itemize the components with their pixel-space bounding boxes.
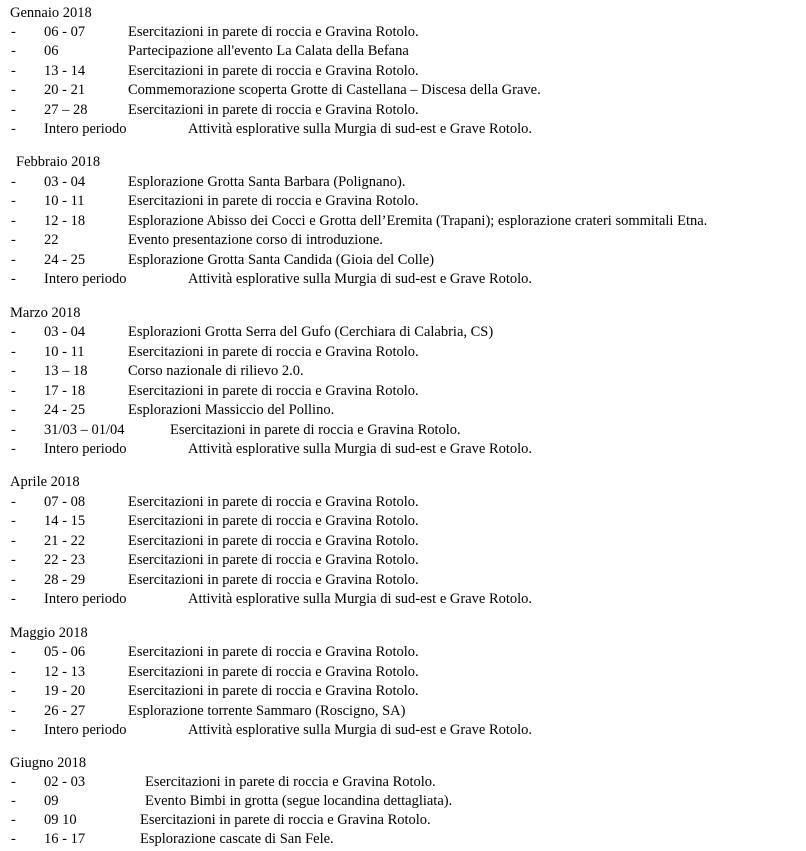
event-date: 13 - 14 [44, 63, 86, 79]
list-item: - Intero periodo Attività esplorative sulla Murgia di sud-est e Grave Rotolo. [11, 121, 533, 137]
event-date: 03 - 04 [44, 324, 86, 340]
event-date: 22 [44, 232, 59, 248]
event-description: Esercitazioni in parete di roccia e Gravina Rotolo. [128, 552, 419, 568]
event-description: Esercitazioni in parete di roccia e Gravina Rotolo. [128, 644, 419, 660]
event-date: 16 - 17 [44, 831, 86, 847]
event-date: 24 - 25 [44, 402, 86, 418]
event-date: Intero periodo [44, 121, 127, 137]
event-description: Esercitazioni in parete di roccia e Gravina Rotolo. [128, 63, 419, 79]
event-description: Esercitazioni in parete di roccia e Gravina Rotolo. [128, 664, 419, 680]
event-date: 05 - 06 [44, 644, 86, 660]
list-item: - 13 – 18 Corso nazionale di rilievo 2.0. [11, 363, 304, 379]
list-item: - 13 - 14 Esercitazioni in parete di roccia e Gravina Rotolo. [11, 63, 419, 79]
event-description: Attività esplorative sulla Murgia di sud-est e Grave Rotolo. [188, 121, 533, 137]
list-item: - 12 - 13 Esercitazioni in parete di roccia e Gravina Rotolo. [11, 664, 419, 680]
event-description: Esplorazioni Grotta Serra del Gufo (Cerchiara di Calabria, CS) [128, 324, 494, 340]
event-date: 21 - 22 [44, 533, 86, 549]
event-description: Partecipazione all'evento La Calata della Befana [128, 43, 409, 59]
event-date: 26 - 27 [44, 703, 86, 719]
event-date: 31/03 – 01/04 [44, 422, 125, 438]
event-description: Esercitazioni in parete di roccia e Gravina Rotolo. [128, 344, 419, 360]
event-date: 09 10 [44, 812, 77, 828]
list-item: - Intero periodo Attività esplorative sulla Murgia di sud-est e Grave Rotolo. [11, 271, 533, 287]
event-date: 13 – 18 [44, 363, 88, 379]
event-date: 02 - 03 [44, 774, 86, 790]
event-date: 10 - 11 [44, 193, 85, 209]
event-description: Esplorazione Grotta Santa Barbara (Polignano). [128, 174, 406, 190]
event-description: Esercitazioni in parete di roccia e Gravina Rotolo. [128, 513, 419, 529]
event-description: Attività esplorative sulla Murgia di sud-est e Grave Rotolo. [188, 441, 533, 457]
list-item: - 12 - 18 Esplorazione Abisso dei Cocci e Grotta dell’Eremita (Trapani); esplorazione crateri sommitali Etna. [11, 213, 708, 229]
event-date: 12 - 13 [44, 664, 86, 680]
month-heading: Aprile 2018 [10, 474, 80, 490]
event-description: Esercitazioni in parete di roccia e Gravina Rotolo. [128, 193, 419, 209]
event-date: 03 - 04 [44, 174, 86, 190]
event-description: Evento Bimbi in grotta (segue locandina dettagliata). [145, 793, 453, 809]
event-description: Esercitazioni in parete di roccia e Gravina Rotolo. [170, 422, 461, 438]
event-date: 22 - 23 [44, 552, 86, 568]
event-description: Esercitazioni in parete di roccia e Gravina Rotolo. [128, 102, 419, 118]
list-item: - 16 - 17 Esplorazione cascate di San Fele. [11, 831, 334, 847]
list-item: - 03 - 04 Esplorazioni Grotta Serra del Gufo (Cerchiara di Calabria, CS) [11, 324, 494, 340]
event-date: 24 - 25 [44, 252, 86, 268]
event-date: Intero periodo [44, 271, 127, 287]
event-description: Esplorazione cascate di San Fele. [140, 831, 334, 847]
list-item: - Intero periodo Attività esplorative sulla Murgia di sud-est e Grave Rotolo. [11, 441, 533, 457]
event-description: Esercitazioni in parete di roccia e Gravina Rotolo. [128, 572, 419, 588]
list-item: - 19 - 20 Esercitazioni in parete di roccia e Gravina Rotolo. [11, 683, 419, 699]
list-item: - 06 - 07 Esercitazioni in parete di roccia e Gravina Rotolo. [11, 24, 419, 40]
list-item: - 06 Partecipazione all'evento La Calata della Befana [11, 43, 409, 59]
event-date: 27 – 28 [44, 102, 88, 118]
event-date: 28 - 29 [44, 572, 86, 588]
event-description: Esercitazioni in parete di roccia e Gravina Rotolo. [145, 774, 436, 790]
event-date: Intero periodo [44, 591, 127, 607]
list-item: - 09 10 Esercitazioni in parete di roccia e Gravina Rotolo. [11, 812, 431, 828]
list-item: - 03 - 04 Esplorazione Grotta Santa Barbara (Polignano). [11, 174, 406, 190]
event-description: Esercitazioni in parete di roccia e Gravina Rotolo. [128, 383, 419, 399]
list-item: - 20 - 21 Commemorazione scoperta Grotte di Castellana – Discesa della Grave. [11, 82, 541, 98]
list-item: - 09 Evento Bimbi in grotta (segue locandina dettagliata). [11, 793, 453, 809]
list-item: - 10 - 11 Esercitazioni in parete di roccia e Gravina Rotolo. [11, 193, 419, 209]
event-date: 12 - 18 [44, 213, 86, 229]
event-description: Evento presentazione corso di introduzione. [128, 232, 383, 248]
list-item: - 05 - 06 Esercitazioni in parete di roccia e Gravina Rotolo. [11, 644, 419, 660]
list-item: - Intero periodo Attività esplorative sulla Murgia di sud-est e Grave Rotolo. [11, 722, 533, 738]
list-item: - 17 - 18 Esercitazioni in parete di roccia e Gravina Rotolo. [11, 383, 419, 399]
list-item: - 14 - 15 Esercitazioni in parete di roccia e Gravina Rotolo. [11, 513, 419, 529]
event-date: 14 - 15 [44, 513, 86, 529]
list-item: - Intero periodo Attività esplorative sulla Murgia di sud-est e Grave Rotolo. [11, 591, 533, 607]
list-item: - 07 - 08 Esercitazioni in parete di roccia e Gravina Rotolo. [11, 494, 419, 510]
event-description: Esercitazioni in parete di roccia e Gravina Rotolo. [128, 533, 419, 549]
month-heading: Maggio 2018 [10, 625, 88, 641]
list-item: - 24 - 25 Esplorazioni Massiccio del Pollino. [11, 402, 335, 418]
event-description: Attività esplorative sulla Murgia di sud-est e Grave Rotolo. [188, 271, 533, 287]
event-date: Intero periodo [44, 441, 127, 457]
event-date: 06 [44, 43, 59, 59]
event-description: Attività esplorative sulla Murgia di sud-est e Grave Rotolo. [188, 591, 533, 607]
event-date: 19 - 20 [44, 683, 86, 699]
event-date: 06 - 07 [44, 24, 86, 40]
list-item: - 26 - 27 Esplorazione torrente Sammaro (Roscigno, SA) [11, 703, 406, 719]
event-description: Attività esplorative sulla Murgia di sud-est e Grave Rotolo. [188, 722, 533, 738]
list-item: - 02 - 03 Esercitazioni in parete di roccia e Gravina Rotolo. [11, 774, 436, 790]
event-description: Esercitazioni in parete di roccia e Gravina Rotolo. [128, 683, 419, 699]
event-date: 09 [44, 793, 59, 809]
list-item: - 24 - 25 Esplorazione Grotta Santa Candida (Gioia del Colle) [11, 252, 435, 268]
event-description: Esercitazioni in parete di roccia e Gravina Rotolo. [140, 812, 431, 828]
list-item: - 31/03 – 01/04 Esercitazioni in parete di roccia e Gravina Rotolo. [11, 422, 461, 438]
event-description: Esplorazione Abisso dei Cocci e Grotta dell’Eremita (Trapani); esplorazione crateri sommitali Etna. [128, 213, 708, 229]
event-description: Esercitazioni in parete di roccia e Gravina Rotolo. [128, 494, 419, 510]
list-item: - 21 - 22 Esercitazioni in parete di roccia e Gravina Rotolo. [11, 533, 419, 549]
event-date: 20 - 21 [44, 82, 86, 98]
event-date: Intero periodo [44, 722, 127, 738]
list-item: - 28 - 29 Esercitazioni in parete di roccia e Gravina Rotolo. [11, 572, 419, 588]
month-heading: Febbraio 2018 [16, 154, 101, 170]
list-item: - 10 - 11 Esercitazioni in parete di roccia e Gravina Rotolo. [11, 344, 419, 360]
list-item: - 22 - 23 Esercitazioni in parete di roccia e Gravina Rotolo. [11, 552, 419, 568]
month-heading: Gennaio 2018 [10, 5, 92, 21]
event-description: Esercitazioni in parete di roccia e Gravina Rotolo. [128, 24, 419, 40]
event-description: Esplorazione torrente Sammaro (Roscigno, SA) [128, 703, 406, 719]
list-item: - 27 – 28 Esercitazioni in parete di roccia e Gravina Rotolo. [11, 102, 419, 118]
event-date: 10 - 11 [44, 344, 85, 360]
event-date: 07 - 08 [44, 494, 86, 510]
event-description: Commemorazione scoperta Grotte di Castellana – Discesa della Grave. [128, 82, 541, 98]
event-date: 17 - 18 [44, 383, 86, 399]
list-item: - 22 Evento presentazione corso di introduzione. [11, 232, 383, 248]
event-description: Esplorazioni Massiccio del Pollino. [128, 402, 335, 418]
month-heading: Giugno 2018 [10, 755, 87, 771]
month-heading: Marzo 2018 [10, 305, 81, 321]
event-description: Corso nazionale di rilievo 2.0. [128, 363, 304, 379]
event-description: Esplorazione Grotta Santa Candida (Gioia del Colle) [128, 252, 435, 268]
